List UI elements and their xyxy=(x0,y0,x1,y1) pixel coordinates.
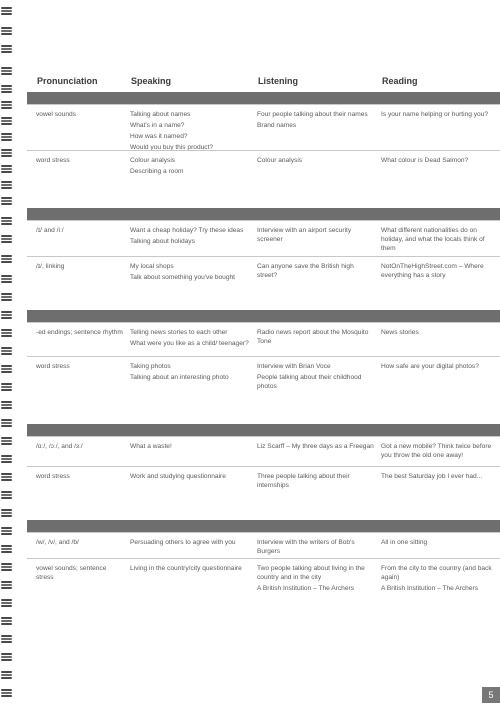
speaking-cell xyxy=(130,328,250,350)
table-row xyxy=(27,150,500,201)
listening-line: A British Institution – The Archers xyxy=(257,585,354,592)
listening-cell xyxy=(257,328,375,348)
table-row xyxy=(27,532,500,559)
reading-line: The best Saturday job I ever had... xyxy=(381,473,483,480)
listening-cell xyxy=(257,262,375,282)
speaking-line: Describing a room xyxy=(130,168,184,175)
speaking-cell xyxy=(130,362,250,384)
speaking-cell xyxy=(130,564,250,575)
listening-cell xyxy=(257,472,375,492)
speaking-line: Taking photos xyxy=(130,363,171,370)
binding-coil xyxy=(1,149,12,158)
pronunciation-cell xyxy=(36,226,124,237)
binding-coil xyxy=(1,101,12,110)
speaking-cell xyxy=(130,226,250,248)
binding-coil xyxy=(1,635,12,644)
table-row xyxy=(27,558,500,619)
pronunciation-line: /ɪ/ and /iː/ xyxy=(36,227,64,234)
speaking-line: Telling news stories to each other xyxy=(130,329,228,336)
binding-coil xyxy=(1,455,12,464)
speaking-cell xyxy=(130,538,250,549)
binding-coil xyxy=(1,365,12,374)
listening-line: Two people talking about living in the country and in the city xyxy=(257,565,365,581)
pronunciation-line: word stress xyxy=(36,157,70,164)
pronunciation-line: vowel sounds xyxy=(36,111,76,118)
binding-coil xyxy=(1,347,12,356)
table-row xyxy=(27,220,500,257)
speaking-line: Living in the country/city questionnaire xyxy=(130,565,242,572)
pronunciation-cell xyxy=(36,262,124,273)
speaking-line: Talking about an interesting photo xyxy=(130,374,229,381)
pronunciation-line: vowel sounds; sentence stress xyxy=(36,565,107,581)
table-row xyxy=(27,104,500,151)
header-speaking: Speaking xyxy=(131,76,172,86)
pronunciation-cell xyxy=(36,362,124,373)
table-row xyxy=(27,466,500,511)
reading-line: All in one sitting xyxy=(381,539,428,546)
binding-coil xyxy=(1,527,12,536)
reading-line: Is your name helping or hurting you? xyxy=(381,111,489,118)
binding-coil xyxy=(1,581,12,590)
reading-line: News stories xyxy=(381,329,419,336)
binding-coil xyxy=(1,383,12,392)
pronunciation-line: /ɑː/, /ɔː/, and /ɜː/ xyxy=(36,443,83,450)
binding-coil xyxy=(1,689,12,698)
binding-coil xyxy=(1,437,12,446)
listening-line: Colour analysis xyxy=(257,157,303,164)
speaking-cell xyxy=(130,156,250,178)
spiral-binding xyxy=(0,0,14,711)
pronunciation-line: -ed endings; sentence rhythm xyxy=(36,329,123,336)
listening-line: Interview with the writers of Bob's Burgers xyxy=(257,539,355,555)
reading-cell xyxy=(381,328,497,339)
binding-coil xyxy=(1,181,12,190)
binding-coil xyxy=(1,509,12,518)
binding-coil xyxy=(1,275,12,284)
listening-cell xyxy=(257,442,375,453)
reading-cell xyxy=(381,226,497,255)
table-header xyxy=(0,76,500,90)
reading-line: From the city to the country (and back again) xyxy=(381,565,492,581)
header-reading: Reading xyxy=(382,76,418,86)
speaking-cell xyxy=(130,472,250,483)
pronunciation-line: word stress xyxy=(36,473,70,480)
speaking-line: Would you buy this product? xyxy=(130,144,214,151)
binding-coil xyxy=(1,117,12,126)
listening-cell xyxy=(257,110,375,132)
speaking-line: What a waste! xyxy=(130,443,172,450)
reading-cell xyxy=(381,156,497,167)
listening-line: Interview with Brian Voce xyxy=(257,363,331,370)
speaking-line: Talking about names xyxy=(130,111,191,118)
binding-coil xyxy=(1,599,12,608)
speaking-line: My local shops xyxy=(130,263,174,270)
header-listening: Listening xyxy=(258,76,298,86)
listening-line: Liz Scarff – My three days as a Freegan xyxy=(257,443,374,450)
pronunciation-line: word stress xyxy=(36,363,70,370)
pronunciation-cell xyxy=(36,328,124,339)
binding-coil xyxy=(1,7,12,16)
table-row xyxy=(27,256,500,301)
speaking-cell xyxy=(130,110,250,154)
binding-coil xyxy=(1,255,12,264)
speaking-line: Talk about something you've bought xyxy=(130,274,235,281)
listening-cell xyxy=(257,226,375,246)
listening-cell xyxy=(257,156,375,167)
header-pronunciation: Pronunciation xyxy=(37,76,98,86)
binding-coil xyxy=(1,653,12,662)
reading-line: A British Institution – The Archers xyxy=(381,585,478,592)
reading-line: What colour is Dead Salmon? xyxy=(381,157,469,164)
listening-line: Can anyone save the British high street? xyxy=(257,263,354,279)
speaking-line: Persuading others to agree with you xyxy=(130,539,236,546)
speaking-line: How was it named? xyxy=(130,133,188,140)
binding-coil xyxy=(1,217,12,226)
listening-cell xyxy=(257,564,375,595)
reading-cell xyxy=(381,538,497,549)
reading-cell xyxy=(381,442,497,462)
binding-coil xyxy=(1,235,12,244)
binding-coil xyxy=(1,45,12,54)
listening-line: Interview with an airport security screener xyxy=(257,227,352,243)
speaking-line: What's in a name? xyxy=(130,122,185,129)
table-row xyxy=(27,436,500,467)
binding-coil xyxy=(1,563,12,572)
binding-coil xyxy=(1,27,12,36)
binding-coil xyxy=(1,311,12,320)
binding-coil xyxy=(1,419,12,428)
reading-line: NotOnTheHighStreet.com – Where everything has a story xyxy=(381,263,484,279)
pronunciation-cell xyxy=(36,538,124,549)
listening-line: Brand names xyxy=(257,122,297,129)
binding-coil xyxy=(1,67,12,76)
binding-coil xyxy=(1,165,12,174)
speaking-cell xyxy=(130,442,250,453)
listening-cell xyxy=(257,538,375,558)
binding-coil xyxy=(1,671,12,680)
reading-cell xyxy=(381,472,497,483)
reading-cell xyxy=(381,262,497,282)
reading-cell xyxy=(381,564,497,595)
binding-coil xyxy=(1,545,12,554)
binding-coil xyxy=(1,329,12,338)
page-number: 5 xyxy=(482,687,500,703)
binding-coil xyxy=(1,197,12,206)
pronunciation-line: /w/, /v/, and /b/ xyxy=(36,539,79,546)
binding-coil xyxy=(1,617,12,626)
reading-line: How safe are your digital photos? xyxy=(381,363,479,370)
pronunciation-cell xyxy=(36,564,124,584)
binding-coil xyxy=(1,133,12,142)
pronunciation-cell xyxy=(36,472,124,483)
reading-line: What different nationalities do on holiday, and what the locals think of them xyxy=(381,227,485,252)
table-row xyxy=(27,322,500,357)
pronunciation-line: /ɪ/, linking xyxy=(36,263,65,270)
listening-line: Radio news report about the Mosquito Tone xyxy=(257,329,369,345)
reading-line: Got a new mobile? Think twice before you throw the old one away! xyxy=(381,443,492,459)
pronunciation-cell xyxy=(36,156,124,167)
binding-coil xyxy=(1,473,12,482)
listening-line: People talking about their childhood photos xyxy=(257,374,362,390)
reading-cell xyxy=(381,110,497,121)
speaking-line: Colour analysis xyxy=(130,157,176,164)
listening-line: Four people talking about their names xyxy=(257,111,368,118)
reading-cell xyxy=(381,362,497,373)
table-row xyxy=(27,356,500,413)
speaking-line: What were you like as a child/ teenager? xyxy=(130,340,249,347)
speaking-line: Want a cheap holiday? Try these ideas xyxy=(130,227,244,234)
binding-coil xyxy=(1,491,12,500)
binding-coil xyxy=(1,293,12,302)
speaking-line: Work and studying questionnaire xyxy=(130,473,226,480)
pronunciation-cell xyxy=(36,442,124,453)
speaking-line: Talking about holidays xyxy=(130,238,195,245)
speaking-cell xyxy=(130,262,250,284)
listening-line: Three people talking about their internships xyxy=(257,473,350,489)
pronunciation-cell xyxy=(36,110,124,121)
listening-cell xyxy=(257,362,375,393)
binding-coil xyxy=(1,401,12,410)
